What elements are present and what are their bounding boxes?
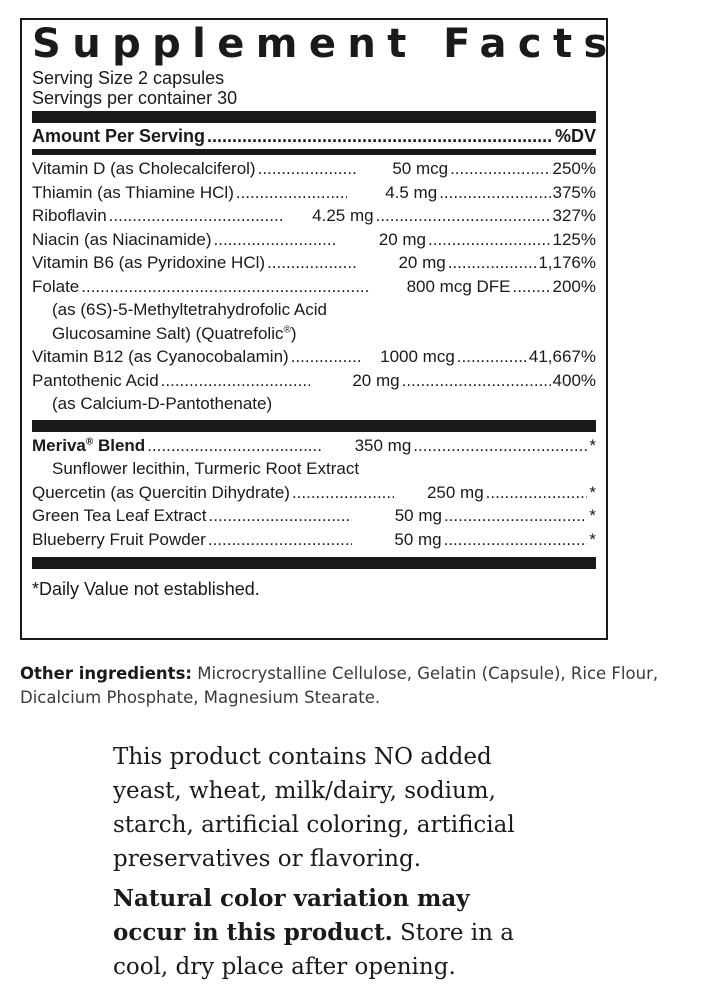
leader-dots bbox=[402, 369, 551, 393]
leader-dots bbox=[291, 345, 361, 369]
amount-per-serving-label: Amount Per Serving bbox=[32, 126, 206, 146]
leader-dots bbox=[444, 528, 588, 552]
ingredient-name: Green Tea Leaf Extract bbox=[32, 506, 207, 525]
leader-dots bbox=[448, 251, 537, 275]
leader-dots bbox=[161, 369, 310, 393]
divider-thick bbox=[32, 557, 596, 569]
nutrient-name: Pantothenic Acid bbox=[32, 370, 159, 390]
nutrient-dv: 327% bbox=[552, 206, 597, 225]
nutrient-row bbox=[32, 369, 596, 393]
color-variation-note: Natural color variation may occur in this product. bbox=[113, 885, 470, 946]
ingredient-dv: * bbox=[589, 529, 596, 549]
leader-dots bbox=[236, 181, 347, 205]
ingredient-name-part: Blend bbox=[93, 435, 146, 455]
nutrient-amount: 800 mcg DFE bbox=[406, 276, 511, 296]
subtext-part: ) bbox=[290, 323, 297, 343]
leader-dots bbox=[444, 504, 587, 528]
ingredient-dv: * bbox=[589, 435, 597, 455]
other-ingredients-label: Other ingredients: bbox=[20, 664, 192, 683]
leader-dots bbox=[207, 123, 553, 149]
nutrient-amount: 50 mcg bbox=[392, 159, 449, 178]
divider-medium bbox=[32, 149, 596, 155]
leader-dots bbox=[208, 528, 352, 552]
nutrient-row bbox=[32, 251, 596, 275]
ingredient-amount: 50 mg bbox=[394, 529, 442, 549]
nutrient-name: Riboflavin bbox=[32, 206, 107, 225]
nutrient-dv: 200% bbox=[552, 276, 596, 296]
nutrient-subtext: (as (6S)-5-Methyltetrahydrofolic Acid bbox=[52, 300, 327, 319]
ingredient-row bbox=[32, 434, 596, 458]
nutrient-dv: 125% bbox=[552, 229, 596, 249]
nutrient-dv: 1,176% bbox=[538, 253, 596, 272]
nutrient-subtext: (as Calcium-D-Pantothenate) bbox=[52, 394, 273, 413]
amount-header-row bbox=[32, 123, 596, 149]
divider-thick bbox=[32, 420, 596, 432]
storage-instruction: Store in a cool, dry place after opening. bbox=[113, 920, 514, 980]
storage-statement bbox=[113, 882, 533, 984]
blend-section bbox=[32, 434, 596, 552]
vitamins-section bbox=[32, 157, 596, 416]
leader-dots bbox=[413, 434, 587, 458]
leader-dots bbox=[457, 345, 527, 369]
nutrient-name: Vitamin D (as Cholecalciferol) bbox=[32, 159, 256, 178]
leader-dots bbox=[450, 157, 550, 181]
ingredient-amount: 50 mg bbox=[394, 506, 442, 525]
ingredient-row bbox=[32, 504, 596, 528]
leader-dots bbox=[439, 181, 550, 205]
ingredient-name: Blueberry Fruit Powder bbox=[32, 529, 206, 549]
nutrient-row bbox=[32, 181, 596, 205]
divider-thick bbox=[32, 111, 596, 123]
nutrient-name: Niacin (as Niacinamide) bbox=[32, 229, 212, 249]
nutrient-row bbox=[32, 228, 596, 252]
nutrient-row bbox=[32, 345, 596, 369]
nutrient-row bbox=[32, 204, 596, 228]
supplement-facts-panel bbox=[20, 18, 619, 640]
leader-dots bbox=[267, 251, 356, 275]
nutrient-amount: 20 mg bbox=[352, 370, 400, 390]
nutrient-dv: 400% bbox=[552, 370, 597, 390]
nutrient-amount: 20 mg bbox=[398, 253, 446, 272]
ingredient-amount: 350 mg bbox=[354, 435, 412, 455]
subtext-part: Glucosamine Salt) (Quatrefolic bbox=[52, 323, 284, 343]
daily-value-footnote: *Daily Value not established. bbox=[32, 579, 260, 599]
nutrient-dv: 41,667% bbox=[528, 347, 597, 366]
leader-dots bbox=[428, 228, 551, 252]
nutrient-amount: 4.5 mg bbox=[385, 182, 438, 202]
leader-dots bbox=[258, 157, 358, 181]
leader-dots bbox=[109, 204, 284, 228]
ingredient-dv: * bbox=[589, 506, 597, 525]
ingredient-subtext: Sunflower lecithin, Turmeric Root Extract bbox=[52, 459, 360, 478]
ingredient-amount: 250 mg bbox=[426, 482, 484, 502]
leader-dots bbox=[81, 275, 370, 299]
leader-dots bbox=[376, 204, 551, 228]
ingredient-dv: * bbox=[589, 482, 596, 502]
ingredient-name: Quercetin (as Quercitin Dihydrate) bbox=[32, 482, 290, 502]
ingredient-name-part: Meriva bbox=[32, 435, 86, 455]
product-notice bbox=[113, 740, 533, 984]
nutrient-dv: 250% bbox=[552, 159, 596, 178]
leader-dots bbox=[209, 504, 352, 528]
registered-mark: ® bbox=[85, 435, 94, 447]
nutrient-subtext bbox=[32, 322, 596, 346]
nutrient-name: Folate bbox=[32, 276, 80, 296]
leader-dots bbox=[292, 481, 394, 505]
nutrient-row bbox=[32, 275, 596, 299]
leader-dots bbox=[513, 275, 551, 299]
ingredient-row bbox=[32, 528, 596, 552]
servings-per-container: Servings per container 30 bbox=[32, 88, 238, 108]
nutrient-amount: 1000 mcg bbox=[380, 347, 455, 366]
nutrient-amount: 4.25 mg bbox=[312, 206, 374, 225]
other-ingredients-text: Microcrystalline Cellulose, Gelatin (Capsule), Rice Flour, Dicalcium Phosphate, Magnesium Stearate. bbox=[20, 664, 659, 707]
leader-dots bbox=[214, 228, 337, 252]
nutrient-name: Vitamin B6 (as Pyridoxine HCl) bbox=[32, 253, 266, 272]
leader-dots bbox=[486, 481, 588, 505]
serving-size: Serving Size 2 capsules bbox=[32, 68, 225, 88]
ingredient-row bbox=[32, 481, 596, 505]
nutrient-name: Thiamin (as Thiamine HCl) bbox=[32, 182, 234, 202]
panel-title: Supplement Facts bbox=[32, 21, 619, 67]
nutrient-name: Vitamin B12 (as Cyanocobalamin) bbox=[32, 347, 289, 366]
other-ingredients bbox=[20, 662, 700, 710]
nutrient-row bbox=[32, 157, 596, 181]
registered-mark: ® bbox=[283, 323, 291, 335]
nutrient-dv: 375% bbox=[552, 182, 596, 202]
dv-header-label: %DV bbox=[554, 126, 596, 146]
allergen-statement: This product contains NO added yeast, wheat, milk/dairy, sodium, starch, artificial coloring, artificial preservatives or flavoring. bbox=[113, 744, 515, 872]
leader-dots bbox=[147, 434, 321, 458]
nutrient-amount: 20 mg bbox=[378, 229, 427, 249]
ingredient-name bbox=[32, 434, 145, 458]
